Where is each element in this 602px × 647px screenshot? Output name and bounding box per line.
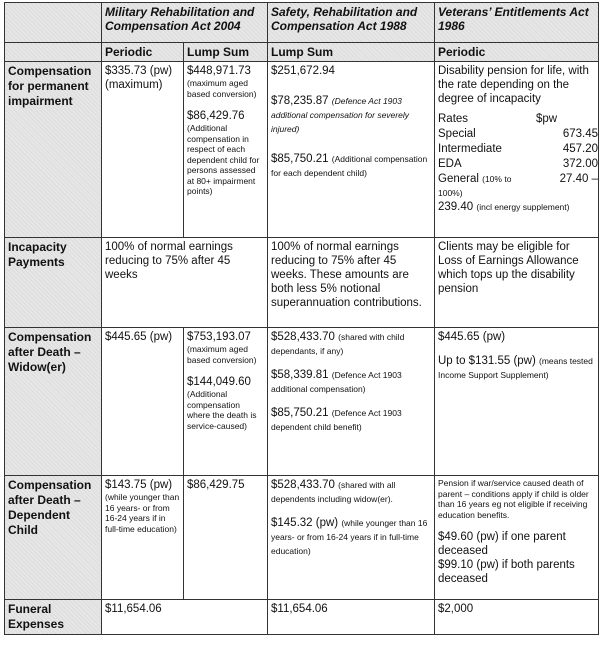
rate-intermediate-label: Intermediate	[438, 143, 502, 155]
permanent-vea	[435, 62, 599, 238]
row-label-permanent: Compensation for permanent impairment	[5, 62, 102, 238]
widow-mrca-lump2-note: (Additional compensation where the death is service-caused)	[187, 389, 257, 431]
rate-eda-label: EDA	[438, 158, 462, 170]
permanent-srca3-note: (Additional compensation for each dependent child)	[271, 154, 428, 178]
child-mrca-periodic	[102, 476, 184, 600]
widow-srca2-note: (Defence Act 1903 additional compensation)	[271, 370, 402, 394]
widow-srca1-note: (shared with child dependants, if any)	[271, 332, 405, 356]
child-mrca-lump: $86,429.75	[184, 476, 268, 600]
permanent-srca	[268, 62, 435, 238]
incapacity-srca: 100% of normal earnings reducing to 75% after 45 weeks. These amounts are both less 5% notional superannuation contributions.	[268, 238, 435, 328]
subheader-lump-sum: Lump Sum	[184, 43, 268, 62]
permanent-mrca-lump	[184, 62, 268, 238]
child-mrca-periodic-note: (while younger than 16 years- or from 16-24 years if in full-time education)	[105, 492, 180, 534]
child-mrca-periodic-value: $143.75 (pw)	[105, 479, 173, 491]
header-mrca: Military Rehabilitation and Compensation Act 2004	[102, 3, 268, 43]
corner-cell-2	[5, 43, 102, 62]
permanent-srca2-note: (Defence Act 1903 additional compensation for severely injured)	[271, 96, 409, 134]
rate-general-value2: 239.40	[438, 201, 474, 213]
row-label-child: Compensation after Death – Dependent Child	[5, 476, 102, 600]
compensation-table	[4, 2, 599, 635]
child-vea-note: Pension if war/service caused death of parent – conditions apply if child is older than 16 years eg not eligible if receiving education benefits.	[438, 478, 589, 520]
widow-srca2: $58,339.81	[271, 369, 329, 381]
funeral-srca: $11,654.06	[268, 600, 435, 635]
widow-vea2-note: (means tested Income Support Supplement)	[438, 356, 593, 380]
row-label-funeral: Funeral Expenses	[5, 600, 102, 635]
widow-vea2: Up to $131.55 (pw)	[438, 355, 536, 367]
permanent-srca3: $85,750.21	[271, 153, 329, 165]
widow-srca3-note: (Defence Act 1903 dependent child benefit)	[271, 408, 402, 432]
widow-srca1: $528,433.70	[271, 331, 335, 343]
rate-intermediate-value: 457.20	[562, 143, 598, 155]
incapacity-mrca: 100% of normal earnings reducing to 75% after 45 weeks	[102, 238, 268, 328]
child-srca2-note: (while younger than 16 years- or from 16-24 years if in full-time education)	[271, 518, 428, 556]
funeral-mrca: $11,654.06	[102, 600, 268, 635]
rates-heading: Rates	[438, 113, 469, 125]
rate-general-note: (10% to 100%)	[438, 174, 512, 198]
widow-vea	[435, 328, 599, 476]
permanent-mrca-lump1: $448,971.73	[187, 65, 251, 77]
rate-general-value: 27.40 –	[559, 173, 598, 185]
funeral-vea: $2,000	[435, 600, 599, 635]
rate-eda-value: 372.00	[562, 158, 598, 170]
header-vea: Veterans’ Entitlements Act 1986	[435, 3, 599, 43]
header-srca: Safety, Rehabilitation and Compensation Act 1988	[268, 3, 435, 43]
subheader-vea-periodic: Periodic	[435, 43, 599, 62]
permanent-mrca-lump2-note: (Additional compensation in respect of each dependent child for persons assessed at 80+ impairment points)	[187, 123, 260, 196]
child-srca	[268, 476, 435, 600]
permanent-mrca-lump2: $86,429.76	[187, 110, 245, 122]
rate-general-value2-note: (incl energy supplement)	[476, 202, 570, 212]
rate-special-label: Special	[438, 128, 476, 140]
child-vea2: $99.10 (pw) if both parents deceased	[438, 559, 575, 585]
corner-cell	[5, 3, 102, 43]
widow-vea1: $445.65 (pw)	[438, 331, 506, 343]
rates-unit: $pw	[536, 113, 558, 125]
permanent-mrca-periodic: $335.73 (pw) (maximum)	[102, 62, 184, 238]
rate-general-label: General	[438, 173, 479, 185]
widow-mrca-lump2: $144,049.60	[187, 376, 251, 388]
subheader-srca-lump-sum: Lump Sum	[268, 43, 435, 62]
permanent-vea-text: Disability pension for life, with the rate depending on the degree of incapacity	[438, 65, 589, 105]
widow-srca3: $85,750.21	[271, 407, 329, 419]
subheader-periodic: Periodic	[102, 43, 184, 62]
widow-mrca-lump1-note: (maximum aged based conversion)	[187, 344, 257, 365]
permanent-srca2: $78,235.87	[271, 95, 329, 107]
child-srca2: $145.32 (pw)	[271, 517, 339, 529]
child-vea1: $49.60 (pw) if one parent deceased	[438, 531, 566, 557]
child-vea	[435, 476, 599, 600]
permanent-srca1: $251,672.94	[271, 65, 335, 77]
widow-mrca-lump1: $753,193.07	[187, 331, 251, 343]
row-label-widow: Compensation after Death – Widow(er)	[5, 328, 102, 476]
row-label-incapacity: Incapacity Payments	[5, 238, 102, 328]
widow-mrca-lump	[184, 328, 268, 476]
rate-special-value: 673.45	[562, 128, 598, 140]
child-srca1-note: (shared with all dependents including widow(er).	[271, 480, 396, 504]
incapacity-vea: Clients may be eligible for Loss of Earnings Allowance which tops up the disability pension	[435, 238, 599, 328]
child-srca1: $528,433.70	[271, 479, 335, 491]
rates-table	[438, 112, 598, 200]
widow-srca	[268, 328, 435, 476]
permanent-mrca-lump1-note: (maximum aged based conversion)	[187, 78, 257, 99]
widow-mrca-periodic: $445.65 (pw)	[102, 328, 184, 476]
